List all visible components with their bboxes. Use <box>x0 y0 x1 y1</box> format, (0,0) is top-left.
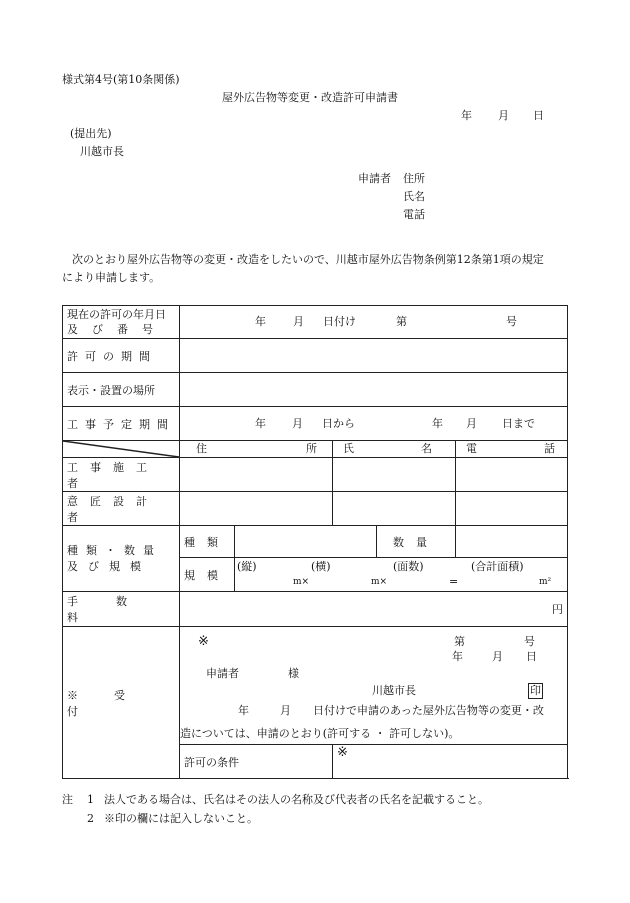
col-address-header: 住 所 <box>180 441 333 458</box>
fee-label <box>63 592 180 627</box>
reception-mark: ※ <box>198 634 209 649</box>
conditions-mark: ※ <box>337 745 348 760</box>
form-number: 様式第4号(第10条関係) <box>62 73 180 86</box>
reception-area: ※ 第 号 年 月 日 申請者 様 川越市長 印 年 月 日付けで申請のあった屋外広告物等の変更・改 造については、申請のとおり(許可する ・ 許可しない)。 <box>180 627 568 745</box>
location-label: 表示・設置の場所 <box>63 373 180 407</box>
conditions-label: 許可の条件 <box>180 745 333 779</box>
location-field[interactable] <box>180 373 568 407</box>
contractor-phone[interactable] <box>456 458 568 492</box>
applicant-name-label: 氏名 <box>403 190 425 203</box>
designer-address[interactable] <box>180 492 333 526</box>
current-permit-label: 現在の許可の年月日 及び番号 <box>63 306 180 339</box>
note-label: 注 <box>62 793 73 806</box>
conditions-field[interactable] <box>333 745 568 779</box>
intro-line-1: 次のとおり屋外広告物等の変更・改造をしたいので、川越市屋外広告物条例第12条第1項の規定 <box>72 253 544 266</box>
contractor-name[interactable] <box>333 458 456 492</box>
col-phone-header: 電 話 <box>456 441 568 458</box>
kind-label: 種類・数量 及び規模 <box>63 526 180 592</box>
permit-period-field[interactable] <box>180 339 568 373</box>
applicant-address-label: 住所 <box>403 172 425 185</box>
page-title: 屋外広告物等変更・改造許可申請書 <box>222 91 398 104</box>
reception-label: ※受付 <box>63 627 180 779</box>
intro-line-2: により申請します。 <box>62 271 161 284</box>
scale-label: 規模 <box>180 558 235 592</box>
contractor-address[interactable] <box>180 458 333 492</box>
quantity-field[interactable] <box>456 526 568 558</box>
scale-field[interactable]: (縦) (横) (面数) (合計面積) m× m× = m² <box>235 558 568 592</box>
date-month: 月 <box>498 109 509 122</box>
note-2: ※印の欄には記入しないこと。 <box>104 812 258 825</box>
kind-field[interactable] <box>235 526 377 558</box>
fee-field[interactable] <box>180 592 568 627</box>
designer-name[interactable] <box>333 492 456 526</box>
submit-to-label: (提出先) <box>70 127 112 140</box>
submit-to: 川越市長 <box>80 145 124 158</box>
contractor-label: 工事施工者 <box>63 458 180 492</box>
applicant-label: 申請者 <box>358 172 391 185</box>
kind-sub-label: 種類 <box>180 526 235 558</box>
note-1: 法人である場合は、氏名はその法人の名称及び代表者の氏名を記載すること。 <box>104 793 489 806</box>
applicant-phone-label: 電話 <box>403 208 425 221</box>
designer-phone[interactable] <box>456 492 568 526</box>
col-name-header: 氏 名 <box>333 441 456 458</box>
construction-period-label: 工事予定期間 <box>63 407 180 441</box>
note-1-number: 1 <box>87 793 94 806</box>
diagonal-cell <box>63 441 180 458</box>
seal-mark: 印 <box>530 684 541 697</box>
application-table <box>62 305 568 779</box>
fee-unit: 円 <box>552 603 564 616</box>
designer-label: 意匠設計者 <box>63 492 180 526</box>
fee-label-text: 手数料 <box>67 595 165 624</box>
note-2-number: 2 <box>87 812 94 825</box>
date-day: 日 <box>533 109 544 122</box>
diagonal-line <box>63 441 179 457</box>
quantity-label: 数量 <box>377 526 456 558</box>
permit-period-label: 許可の期間 <box>63 339 180 373</box>
date-year: 年 <box>461 109 472 122</box>
current-permit-value: 年 月 日付け 第 号 <box>180 306 568 339</box>
construction-period-value: 年 月 日から 年 月 日まで <box>180 407 568 441</box>
